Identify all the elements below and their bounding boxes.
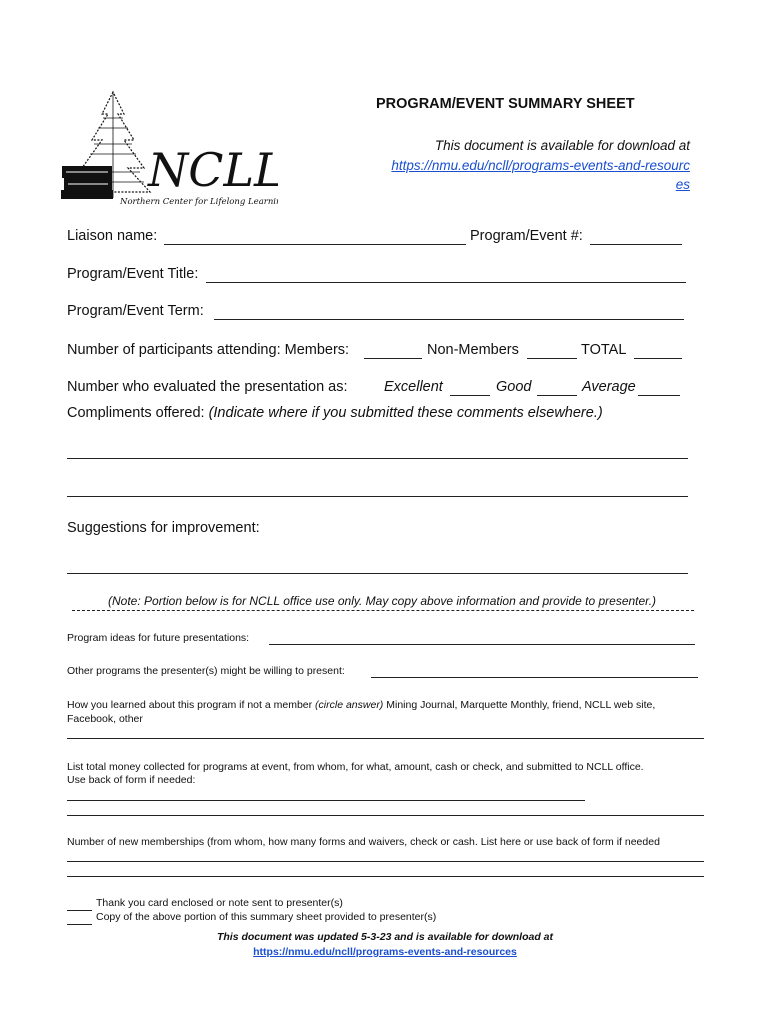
money-label: List total money collected for programs at event, from whom, for what, amount, cash or check, and submitted to NCLL office. <box>67 761 644 773</box>
copy-label: Copy of the above portion of this summary sheet provided to presenter(s) <box>96 911 437 923</box>
total-label: TOTAL <box>581 342 627 358</box>
office-note: (Note: Portion below is for NCLL office use only. May copy above information and provide to presenter.) <box>108 594 657 608</box>
compliments-line-2[interactable] <box>67 496 688 497</box>
excellent-label: Excellent <box>384 379 443 395</box>
pine-tree-and-books-icon <box>58 88 278 212</box>
learned-label <box>67 699 655 711</box>
cut-line <box>72 610 694 611</box>
average-field[interactable] <box>638 395 680 396</box>
logo-acronym: NCLL <box>148 143 278 197</box>
footer-link-row <box>0 946 770 958</box>
other-programs-field[interactable] <box>371 677 698 678</box>
program-number-field[interactable] <box>590 244 682 245</box>
liaison-field[interactable] <box>164 244 466 245</box>
non-members-label: Non-Members <box>427 342 519 358</box>
copy-checkbox[interactable] <box>67 924 92 925</box>
suggestions-line[interactable] <box>67 573 688 574</box>
footer-link[interactable]: https://nmu.edu/ncll/programs-events-and-resources <box>253 946 517 958</box>
thank-you-label: Thank you card enclosed or note sent to presenter(s) <box>96 897 343 909</box>
ncll-logo <box>58 88 278 212</box>
participants-label: Number of participants attending: Members: <box>67 342 350 358</box>
other-programs-label: Other programs the presenter(s) might be willing to present: <box>67 665 345 677</box>
suggestions-label: Suggestions for improvement: <box>67 520 260 536</box>
liaison-label: Liaison name: <box>67 228 158 244</box>
term-field[interactable] <box>214 319 684 320</box>
memberships-field-2[interactable] <box>67 876 704 877</box>
compliments-hint: (Indicate where if you submitted these comments elsewhere.) <box>208 405 603 421</box>
learned-options: Mining Journal, Marquette Monthly, friend, NCLL web site, <box>386 699 656 711</box>
excellent-field[interactable] <box>450 395 490 396</box>
total-field[interactable] <box>634 358 682 359</box>
ideas-label: Program ideas for future presentations: <box>67 632 250 644</box>
learned-options-2: Facebook, other <box>67 713 143 725</box>
good-field[interactable] <box>537 395 577 396</box>
evaluated-label: Number who evaluated the presentation as: <box>67 379 348 395</box>
logo-full-name: Northern Center for Lifelong Learning <box>120 197 278 207</box>
term-label: Program/Event Term: <box>67 303 204 319</box>
compliments-label <box>67 405 603 421</box>
average-label: Average <box>582 379 636 395</box>
availability-link[interactable]: https://nmu.edu/ncll/programs-events-and-resources <box>391 157 690 192</box>
compliments-line-1[interactable] <box>67 458 688 459</box>
learned-field[interactable] <box>67 738 704 739</box>
thank-you-checkbox[interactable] <box>67 910 92 911</box>
good-label: Good <box>496 379 532 395</box>
availability-block <box>370 136 690 195</box>
compliments-text: Compliments offered: <box>67 405 205 421</box>
non-members-field[interactable] <box>527 358 577 359</box>
money-field-1[interactable] <box>67 800 585 801</box>
money-field-2[interactable] <box>67 815 704 816</box>
money-label-2: Use back of form if needed: <box>67 774 196 786</box>
title-field[interactable] <box>206 282 686 283</box>
learned-text: How you learned about this program if not a member <box>67 699 313 711</box>
memberships-field-1[interactable] <box>67 861 704 862</box>
program-number-label: Program/Event #: <box>470 228 583 244</box>
ideas-field[interactable] <box>269 644 695 645</box>
title-label: Program/Event Title: <box>67 266 199 282</box>
members-field[interactable] <box>364 358 422 359</box>
footer-updated-text: This document was updated 5-3-23 and is available for download at <box>216 931 554 943</box>
memberships-label: Number of new memberships (from whom, how many forms and waivers, check or cash. List here or use back of form if needed <box>67 836 660 848</box>
page-title: PROGRAM/EVENT SUMMARY SHEET <box>376 96 635 112</box>
learned-hint: (circle answer) <box>315 699 384 711</box>
availability-text: This document is available for download at <box>434 138 690 153</box>
